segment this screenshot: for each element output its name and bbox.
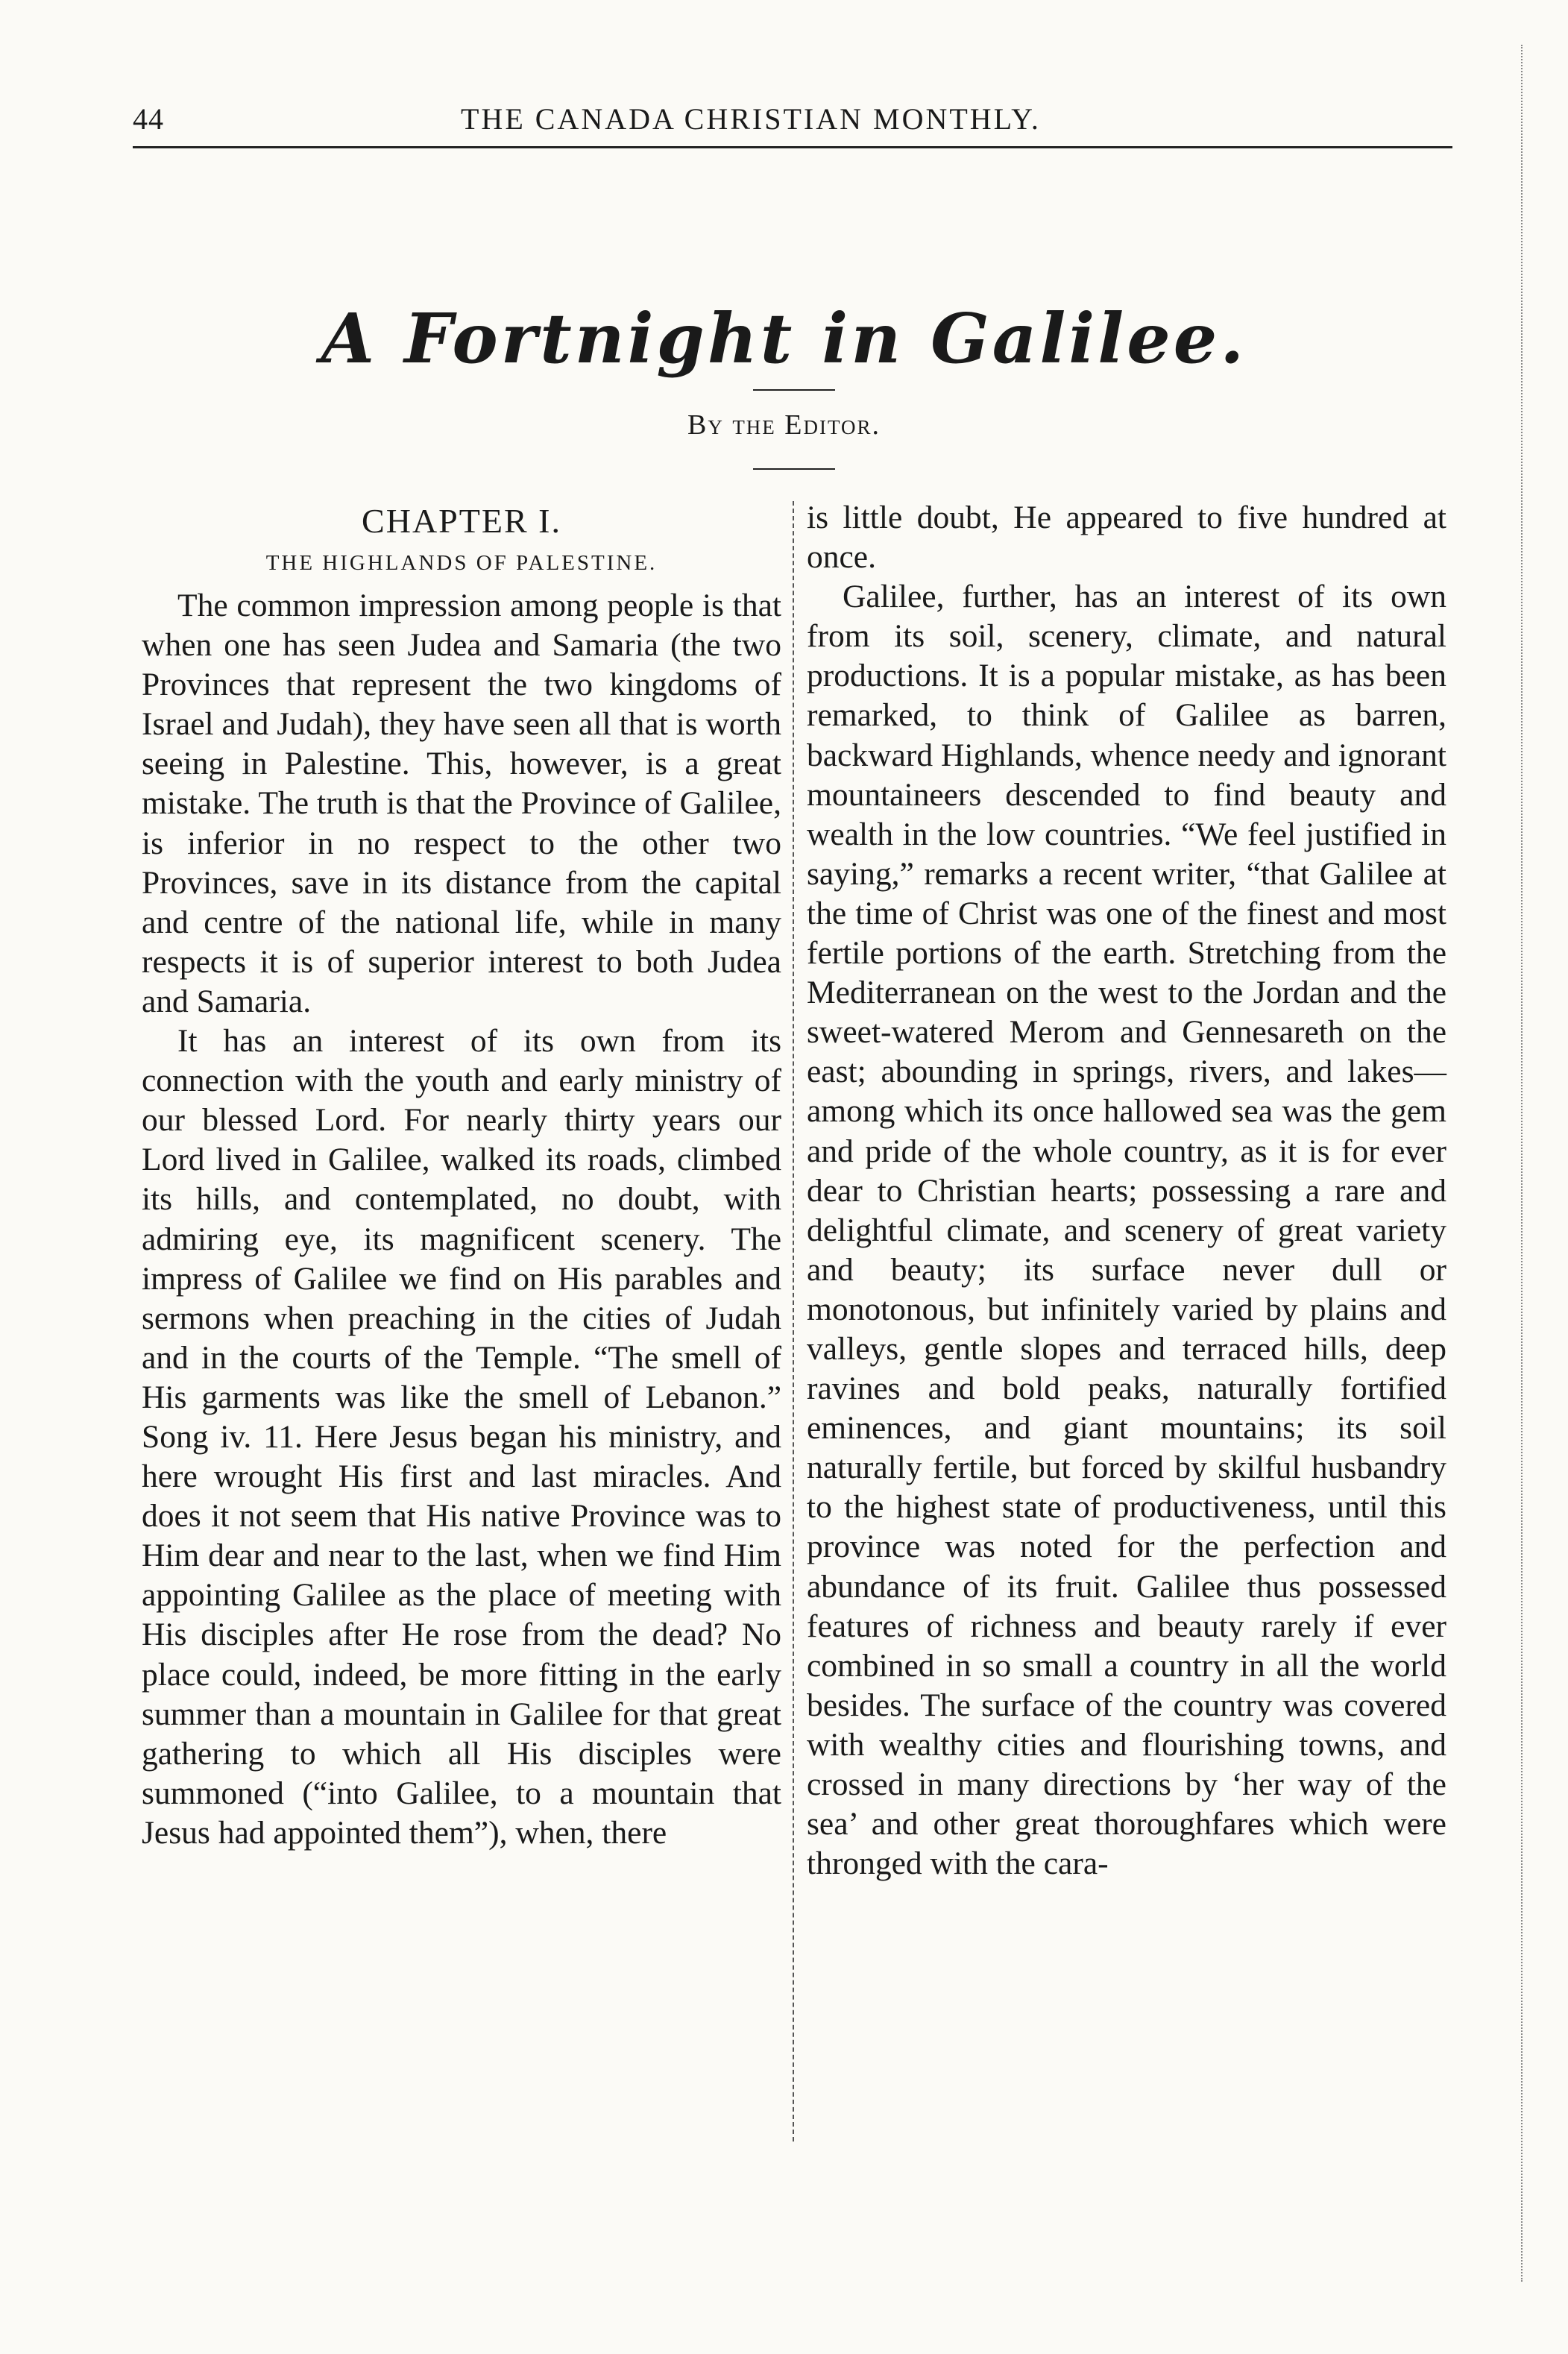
journal-title: THE CANADA CHRISTIAN MONTHLY.	[461, 102, 1041, 136]
chapter-heading: CHAPTER I.	[362, 502, 561, 540]
chapter-subheading: THE HIGHLANDS OF PALESTINE.	[265, 551, 658, 575]
column-divider	[793, 501, 794, 2141]
paragraph: is little doubt, He appeared to five hundred at once.	[807, 500, 1446, 576]
left-column	[142, 498, 781, 1853]
title-rule-top	[753, 389, 835, 391]
title-rule-bottom	[753, 468, 835, 470]
paragraph: The common impression among people is that when one has seen Judea and Samaria (the two Provinces that represent the two kingdoms of Israel and Judah), they have seen all that is worth seeing in Palestine. This, however, is a great mistake. The truth is that the Province of Galilee, is inferior in no respect to the other two Provinces, save in its distance from the capital and centre of the national life, while in many respects it is of superior interest to both Judea and Samaria.	[142, 588, 781, 1019]
right-column	[807, 498, 1446, 1883]
page-number: 44	[133, 102, 164, 136]
header-rule	[133, 146, 1452, 148]
page-edge-line	[1521, 45, 1523, 2282]
byline: By the Editor.	[687, 409, 881, 441]
article-title: A Fortnight in Galilee.	[321, 298, 1247, 379]
paragraph: It has an interest of its own from its connection with the youth and early ministry of our blessed Lord. For nearly thirty years our Lord lived in Galilee, walked its roads, climbed its hills, and contemplated, no doubt, with admiring eye, its magnificent scenery. The impress of Galilee we find on His parables and sermons when preaching in the cities of Judah and in the courts of the Temple. “The smell of His garments was like the smell of Lebanon.” Song iv. 11. Here Jesus began his ministry, and here wrought His first and last miracles. And does it not seem that His native Province was to Him dear and near to the last, when we find Him appointing Galilee as the place of meeting with His disciples after He rose from the dead? No place could, indeed, be more fitting in the early summer than a mountain in Galilee for that great gathering to which all His disciples were summoned (“into Galilee, to a mountain that Jesus had appointed them”), when, there	[142, 1023, 781, 1851]
paragraph: Galilee, further, has an interest of its own from its soil, scenery, climate, and natural productions. It is a popular mistake, as has been remarked, to think of Galilee as barren, backward Highlands, whence needy and ignorant mountaineers descended to find beauty and wealth in the low countries. “We feel justified in saying,” remarks a recent writer, “that Galilee at the time of Christ was one of the finest and most fertile portions of the earth. Stretching from the Mediterranean on the west to the Jordan and the sweet-watered Merom and Gennesareth on the east; abounding in springs, rivers, and lakes—among which its once hallowed sea was the gem and pride of the whole country, as it is for ever dear to Christian hearts; possessing a rare and delightful climate, and scenery of great variety and beauty; its surface never dull or monotonous, but infinitely varied by plains and valleys, gentle slopes and terraced hills, deep ravines and bold peaks, naturally fortified eminences, and giant mountains; its soil naturally fertile, but forced by skilful husbandry to the highest state of productiveness, until this province was noted for the perfection and abundance of its fruit. Galilee thus possessed features of richness and beauty rarely if ever combined in so small a country in all the world besides. The surface of the country was covered with wealthy cities and flourishing towns, and crossed in many directions by ‘her way of the sea’ and other great thoroughfares which were thronged with the cara-	[807, 579, 1446, 1882]
running-header	[133, 97, 1452, 149]
